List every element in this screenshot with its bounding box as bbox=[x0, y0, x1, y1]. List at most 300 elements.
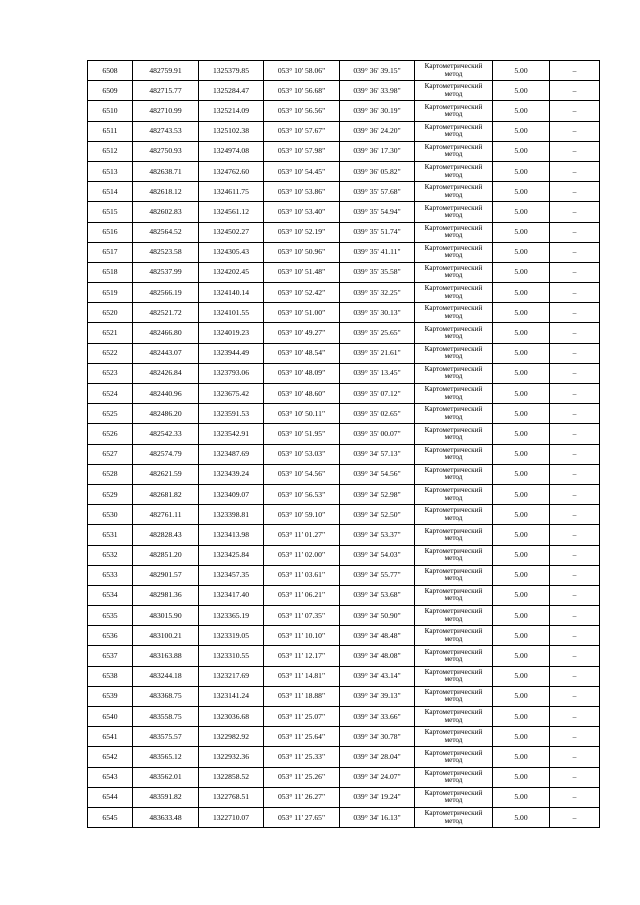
latitude-cell: 053° 10' 53.03" bbox=[264, 444, 340, 464]
latitude-cell: 053° 10' 59.10" bbox=[264, 505, 340, 525]
latitude-cell: 053° 10' 50.96" bbox=[264, 242, 340, 262]
dash-cell: – bbox=[550, 505, 600, 525]
method-cell: Картометрический метод bbox=[415, 707, 493, 727]
coord-x-cell: 482901.57 bbox=[133, 565, 199, 585]
coord-x-cell: 483244.18 bbox=[133, 666, 199, 686]
coord-x-cell: 483562.01 bbox=[133, 767, 199, 787]
longitude-cell: 039° 35' 32.25" bbox=[340, 283, 415, 303]
method-cell: Картометрический метод bbox=[415, 303, 493, 323]
latitude-cell: 053° 11' 01.27" bbox=[264, 525, 340, 545]
longitude-cell: 039° 34' 50.90" bbox=[340, 606, 415, 626]
latitude-cell: 053° 11' 26.27" bbox=[264, 787, 340, 807]
longitude-cell: 039° 34' 43.14" bbox=[340, 666, 415, 686]
accuracy-cell: 5.00 bbox=[493, 484, 550, 504]
table-row bbox=[88, 81, 600, 101]
latitude-cell: 053° 10' 48.60" bbox=[264, 384, 340, 404]
accuracy-cell: 5.00 bbox=[493, 141, 550, 161]
coord-x-cell: 482443.07 bbox=[133, 343, 199, 363]
table-row bbox=[88, 424, 600, 444]
table-row bbox=[88, 262, 600, 282]
coord-y-cell: 1323217.69 bbox=[199, 666, 264, 686]
dash-cell: – bbox=[550, 424, 600, 444]
latitude-cell: 053° 10' 52.42" bbox=[264, 283, 340, 303]
coord-x-cell: 482537.99 bbox=[133, 262, 199, 282]
method-cell: Картометрический метод bbox=[415, 767, 493, 787]
table-row bbox=[88, 121, 600, 141]
dash-cell: – bbox=[550, 666, 600, 686]
coord-x-cell: 483368.75 bbox=[133, 686, 199, 706]
dash-cell: – bbox=[550, 646, 600, 666]
table-row bbox=[88, 727, 600, 747]
table-row bbox=[88, 484, 600, 504]
coord-y-cell: 1323141.24 bbox=[199, 686, 264, 706]
coord-y-cell: 1324762.60 bbox=[199, 161, 264, 181]
coord-y-cell: 1323457.35 bbox=[199, 565, 264, 585]
coord-y-cell: 1324101.55 bbox=[199, 303, 264, 323]
dash-cell: – bbox=[550, 484, 600, 504]
table-row bbox=[88, 161, 600, 181]
coord-y-cell: 1322768.51 bbox=[199, 787, 264, 807]
latitude-cell: 053° 11' 02.00" bbox=[264, 545, 340, 565]
accuracy-cell: 5.00 bbox=[493, 565, 550, 585]
method-cell: Картометрический метод bbox=[415, 343, 493, 363]
dash-cell: – bbox=[550, 606, 600, 626]
coord-y-cell: 1323417.40 bbox=[199, 585, 264, 605]
method-cell: Картометрический метод bbox=[415, 545, 493, 565]
accuracy-cell: 5.00 bbox=[493, 121, 550, 141]
coord-x-cell: 482759.91 bbox=[133, 61, 199, 81]
coordinates-table-body bbox=[88, 61, 600, 828]
coord-y-cell: 1323425.84 bbox=[199, 545, 264, 565]
coord-x-cell: 482602.83 bbox=[133, 202, 199, 222]
coord-x-cell: 482851.20 bbox=[133, 545, 199, 565]
accuracy-cell: 5.00 bbox=[493, 323, 550, 343]
coord-x-cell: 483558.75 bbox=[133, 707, 199, 727]
method-cell: Картометрический метод bbox=[415, 242, 493, 262]
latitude-cell: 053° 11' 25.26" bbox=[264, 767, 340, 787]
latitude-cell: 053° 11' 18.88" bbox=[264, 686, 340, 706]
coord-x-cell: 482621.59 bbox=[133, 464, 199, 484]
coord-x-cell: 483633.48 bbox=[133, 807, 199, 827]
longitude-cell: 039° 34' 53.37" bbox=[340, 525, 415, 545]
longitude-cell: 039° 35' 13.45" bbox=[340, 363, 415, 383]
latitude-cell: 053° 11' 25.33" bbox=[264, 747, 340, 767]
coord-y-cell: 1323365.19 bbox=[199, 606, 264, 626]
longitude-cell: 039° 34' 48.08" bbox=[340, 646, 415, 666]
latitude-cell: 053° 10' 53.40" bbox=[264, 202, 340, 222]
point-number-cell: 6530 bbox=[88, 505, 133, 525]
dash-cell: – bbox=[550, 807, 600, 827]
table-row bbox=[88, 505, 600, 525]
dash-cell: – bbox=[550, 222, 600, 242]
longitude-cell: 039° 34' 24.07" bbox=[340, 767, 415, 787]
latitude-cell: 053° 11' 10.10" bbox=[264, 626, 340, 646]
point-number-cell: 6521 bbox=[88, 323, 133, 343]
dash-cell: – bbox=[550, 343, 600, 363]
longitude-cell: 039° 35' 00.07" bbox=[340, 424, 415, 444]
latitude-cell: 053° 11' 14.81" bbox=[264, 666, 340, 686]
longitude-cell: 039° 34' 54.56" bbox=[340, 464, 415, 484]
dash-cell: – bbox=[550, 182, 600, 202]
longitude-cell: 039° 34' 30.78" bbox=[340, 727, 415, 747]
method-cell: Картометрический метод bbox=[415, 585, 493, 605]
table-row bbox=[88, 626, 600, 646]
longitude-cell: 039° 34' 54.03" bbox=[340, 545, 415, 565]
coord-y-cell: 1323036.68 bbox=[199, 707, 264, 727]
accuracy-cell: 5.00 bbox=[493, 343, 550, 363]
dash-cell: – bbox=[550, 161, 600, 181]
accuracy-cell: 5.00 bbox=[493, 585, 550, 605]
longitude-cell: 039° 34' 57.13" bbox=[340, 444, 415, 464]
latitude-cell: 053° 10' 48.54" bbox=[264, 343, 340, 363]
longitude-cell: 039° 34' 28.04" bbox=[340, 747, 415, 767]
coord-y-cell: 1322710.07 bbox=[199, 807, 264, 827]
point-number-cell: 6535 bbox=[88, 606, 133, 626]
coord-x-cell: 483591.82 bbox=[133, 787, 199, 807]
method-cell: Картометрический метод bbox=[415, 182, 493, 202]
longitude-cell: 039° 34' 48.48" bbox=[340, 626, 415, 646]
table-row bbox=[88, 343, 600, 363]
coord-x-cell: 482440.96 bbox=[133, 384, 199, 404]
coord-y-cell: 1325214.09 bbox=[199, 101, 264, 121]
longitude-cell: 039° 34' 16.13" bbox=[340, 807, 415, 827]
latitude-cell: 053° 10' 52.19" bbox=[264, 222, 340, 242]
coord-y-cell: 1323310.55 bbox=[199, 646, 264, 666]
table-row bbox=[88, 686, 600, 706]
dash-cell: – bbox=[550, 262, 600, 282]
point-number-cell: 6537 bbox=[88, 646, 133, 666]
longitude-cell: 039° 36' 17.30" bbox=[340, 141, 415, 161]
dash-cell: – bbox=[550, 626, 600, 646]
method-cell: Картометрический метод bbox=[415, 121, 493, 141]
point-number-cell: 6510 bbox=[88, 101, 133, 121]
coord-x-cell: 483015.90 bbox=[133, 606, 199, 626]
dash-cell: – bbox=[550, 444, 600, 464]
accuracy-cell: 5.00 bbox=[493, 686, 550, 706]
accuracy-cell: 5.00 bbox=[493, 747, 550, 767]
dash-cell: – bbox=[550, 242, 600, 262]
coord-y-cell: 1324611.75 bbox=[199, 182, 264, 202]
method-cell: Картометрический метод bbox=[415, 646, 493, 666]
table-row bbox=[88, 606, 600, 626]
latitude-cell: 053° 10' 54.45" bbox=[264, 161, 340, 181]
table-row bbox=[88, 61, 600, 81]
latitude-cell: 053° 11' 03.61" bbox=[264, 565, 340, 585]
point-number-cell: 6542 bbox=[88, 747, 133, 767]
coord-y-cell: 1325284.47 bbox=[199, 81, 264, 101]
latitude-cell: 053° 10' 56.56" bbox=[264, 101, 340, 121]
table-row bbox=[88, 242, 600, 262]
table-row bbox=[88, 182, 600, 202]
point-number-cell: 6534 bbox=[88, 585, 133, 605]
latitude-cell: 053° 10' 51.00" bbox=[264, 303, 340, 323]
table-row bbox=[88, 363, 600, 383]
dash-cell: – bbox=[550, 404, 600, 424]
method-cell: Картометрический метод bbox=[415, 101, 493, 121]
coord-y-cell: 1323591.53 bbox=[199, 404, 264, 424]
longitude-cell: 039° 35' 57.68" bbox=[340, 182, 415, 202]
coord-x-cell: 482710.99 bbox=[133, 101, 199, 121]
dash-cell: – bbox=[550, 565, 600, 585]
point-number-cell: 6536 bbox=[88, 626, 133, 646]
dash-cell: – bbox=[550, 787, 600, 807]
coord-y-cell: 1324305.43 bbox=[199, 242, 264, 262]
dash-cell: – bbox=[550, 101, 600, 121]
dash-cell: – bbox=[550, 545, 600, 565]
method-cell: Картометрический метод bbox=[415, 606, 493, 626]
point-number-cell: 6512 bbox=[88, 141, 133, 161]
coordinates-table bbox=[87, 60, 600, 828]
accuracy-cell: 5.00 bbox=[493, 404, 550, 424]
point-number-cell: 6531 bbox=[88, 525, 133, 545]
point-number-cell: 6543 bbox=[88, 767, 133, 787]
point-number-cell: 6527 bbox=[88, 444, 133, 464]
dash-cell: – bbox=[550, 384, 600, 404]
longitude-cell: 039° 35' 21.61" bbox=[340, 343, 415, 363]
latitude-cell: 053° 10' 50.11" bbox=[264, 404, 340, 424]
dash-cell: – bbox=[550, 283, 600, 303]
table-row bbox=[88, 384, 600, 404]
point-number-cell: 6508 bbox=[88, 61, 133, 81]
dash-cell: – bbox=[550, 707, 600, 727]
longitude-cell: 039° 35' 25.65" bbox=[340, 323, 415, 343]
coord-x-cell: 482566.19 bbox=[133, 283, 199, 303]
table-row bbox=[88, 283, 600, 303]
point-number-cell: 6522 bbox=[88, 343, 133, 363]
point-number-cell: 6526 bbox=[88, 424, 133, 444]
table-row bbox=[88, 464, 600, 484]
method-cell: Картометрический метод bbox=[415, 363, 493, 383]
point-number-cell: 6532 bbox=[88, 545, 133, 565]
accuracy-cell: 5.00 bbox=[493, 202, 550, 222]
coord-x-cell: 482486.20 bbox=[133, 404, 199, 424]
method-cell: Картометрический метод bbox=[415, 262, 493, 282]
accuracy-cell: 5.00 bbox=[493, 424, 550, 444]
table-row bbox=[88, 525, 600, 545]
method-cell: Картометрический метод bbox=[415, 525, 493, 545]
point-number-cell: 6520 bbox=[88, 303, 133, 323]
longitude-cell: 039° 36' 24.20" bbox=[340, 121, 415, 141]
latitude-cell: 053° 11' 27.65" bbox=[264, 807, 340, 827]
latitude-cell: 053° 10' 54.56" bbox=[264, 464, 340, 484]
method-cell: Картометрический метод bbox=[415, 444, 493, 464]
coord-y-cell: 1323398.81 bbox=[199, 505, 264, 525]
method-cell: Картометрический метод bbox=[415, 464, 493, 484]
point-number-cell: 6509 bbox=[88, 81, 133, 101]
point-number-cell: 6538 bbox=[88, 666, 133, 686]
method-cell: Картометрический метод bbox=[415, 565, 493, 585]
coord-x-cell: 483163.88 bbox=[133, 646, 199, 666]
coord-y-cell: 1323675.42 bbox=[199, 384, 264, 404]
longitude-cell: 039° 34' 52.98" bbox=[340, 484, 415, 504]
latitude-cell: 053° 10' 57.67" bbox=[264, 121, 340, 141]
coord-y-cell: 1324019.23 bbox=[199, 323, 264, 343]
point-number-cell: 6514 bbox=[88, 182, 133, 202]
coord-y-cell: 1323319.05 bbox=[199, 626, 264, 646]
coord-y-cell: 1325102.38 bbox=[199, 121, 264, 141]
coord-y-cell: 1322932.36 bbox=[199, 747, 264, 767]
accuracy-cell: 5.00 bbox=[493, 505, 550, 525]
dash-cell: – bbox=[550, 767, 600, 787]
table-row bbox=[88, 323, 600, 343]
longitude-cell: 039° 35' 35.58" bbox=[340, 262, 415, 282]
coord-x-cell: 482761.11 bbox=[133, 505, 199, 525]
point-number-cell: 6533 bbox=[88, 565, 133, 585]
latitude-cell: 053° 10' 53.86" bbox=[264, 182, 340, 202]
dash-cell: – bbox=[550, 81, 600, 101]
coord-y-cell: 1325379.85 bbox=[199, 61, 264, 81]
longitude-cell: 039° 35' 07.12" bbox=[340, 384, 415, 404]
longitude-cell: 039° 36' 33.98" bbox=[340, 81, 415, 101]
longitude-cell: 039° 34' 39.13" bbox=[340, 686, 415, 706]
accuracy-cell: 5.00 bbox=[493, 464, 550, 484]
coord-x-cell: 482618.12 bbox=[133, 182, 199, 202]
method-cell: Картометрический метод bbox=[415, 61, 493, 81]
point-number-cell: 6518 bbox=[88, 262, 133, 282]
point-number-cell: 6525 bbox=[88, 404, 133, 424]
method-cell: Картометрический метод bbox=[415, 161, 493, 181]
coord-x-cell: 482426.84 bbox=[133, 363, 199, 383]
accuracy-cell: 5.00 bbox=[493, 727, 550, 747]
latitude-cell: 053° 11' 25.64" bbox=[264, 727, 340, 747]
table-row bbox=[88, 585, 600, 605]
method-cell: Картометрический метод bbox=[415, 202, 493, 222]
accuracy-cell: 5.00 bbox=[493, 182, 550, 202]
point-number-cell: 6541 bbox=[88, 727, 133, 747]
table-row bbox=[88, 303, 600, 323]
point-number-cell: 6519 bbox=[88, 283, 133, 303]
method-cell: Картометрический метод bbox=[415, 384, 493, 404]
table-row bbox=[88, 202, 600, 222]
table-row bbox=[88, 404, 600, 424]
method-cell: Картометрический метод bbox=[415, 807, 493, 827]
method-cell: Картометрический метод bbox=[415, 81, 493, 101]
point-number-cell: 6529 bbox=[88, 484, 133, 504]
accuracy-cell: 5.00 bbox=[493, 525, 550, 545]
table-row bbox=[88, 787, 600, 807]
longitude-cell: 039° 35' 30.13" bbox=[340, 303, 415, 323]
point-number-cell: 6511 bbox=[88, 121, 133, 141]
accuracy-cell: 5.00 bbox=[493, 646, 550, 666]
longitude-cell: 039° 34' 19.24" bbox=[340, 787, 415, 807]
accuracy-cell: 5.00 bbox=[493, 242, 550, 262]
dash-cell: – bbox=[550, 141, 600, 161]
point-number-cell: 6540 bbox=[88, 707, 133, 727]
dash-cell: – bbox=[550, 61, 600, 81]
coord-y-cell: 1324202.45 bbox=[199, 262, 264, 282]
longitude-cell: 039° 35' 54.94" bbox=[340, 202, 415, 222]
dash-cell: – bbox=[550, 727, 600, 747]
method-cell: Картометрический метод bbox=[415, 505, 493, 525]
accuracy-cell: 5.00 bbox=[493, 384, 550, 404]
latitude-cell: 053° 10' 48.09" bbox=[264, 363, 340, 383]
point-number-cell: 6513 bbox=[88, 161, 133, 181]
accuracy-cell: 5.00 bbox=[493, 767, 550, 787]
coord-x-cell: 482466.80 bbox=[133, 323, 199, 343]
dash-cell: – bbox=[550, 363, 600, 383]
longitude-cell: 039° 34' 53.68" bbox=[340, 585, 415, 605]
method-cell: Картометрический метод bbox=[415, 626, 493, 646]
longitude-cell: 039° 34' 33.66" bbox=[340, 707, 415, 727]
coord-y-cell: 1322858.52 bbox=[199, 767, 264, 787]
accuracy-cell: 5.00 bbox=[493, 303, 550, 323]
dash-cell: – bbox=[550, 464, 600, 484]
point-number-cell: 6524 bbox=[88, 384, 133, 404]
accuracy-cell: 5.00 bbox=[493, 262, 550, 282]
longitude-cell: 039° 35' 51.74" bbox=[340, 222, 415, 242]
table-row bbox=[88, 646, 600, 666]
accuracy-cell: 5.00 bbox=[493, 707, 550, 727]
coord-x-cell: 482542.33 bbox=[133, 424, 199, 444]
dash-cell: – bbox=[550, 585, 600, 605]
table-row bbox=[88, 565, 600, 585]
method-cell: Картометрический метод bbox=[415, 323, 493, 343]
coord-y-cell: 1323944.49 bbox=[199, 343, 264, 363]
latitude-cell: 053° 10' 51.95" bbox=[264, 424, 340, 444]
longitude-cell: 039° 34' 55.77" bbox=[340, 565, 415, 585]
table-row bbox=[88, 707, 600, 727]
coord-x-cell: 482828.43 bbox=[133, 525, 199, 545]
dash-cell: – bbox=[550, 525, 600, 545]
coord-x-cell: 482981.36 bbox=[133, 585, 199, 605]
dash-cell: – bbox=[550, 323, 600, 343]
table-row bbox=[88, 747, 600, 767]
longitude-cell: 039° 36' 30.19" bbox=[340, 101, 415, 121]
latitude-cell: 053° 10' 57.98" bbox=[264, 141, 340, 161]
coord-x-cell: 483100.21 bbox=[133, 626, 199, 646]
latitude-cell: 053° 10' 51.48" bbox=[264, 262, 340, 282]
table-row bbox=[88, 444, 600, 464]
dash-cell: – bbox=[550, 121, 600, 141]
latitude-cell: 053° 10' 56.53" bbox=[264, 484, 340, 504]
coord-x-cell: 482523.58 bbox=[133, 242, 199, 262]
latitude-cell: 053° 10' 58.06" bbox=[264, 61, 340, 81]
accuracy-cell: 5.00 bbox=[493, 787, 550, 807]
coord-x-cell: 483575.57 bbox=[133, 727, 199, 747]
table-row bbox=[88, 222, 600, 242]
longitude-cell: 039° 35' 41.11" bbox=[340, 242, 415, 262]
coord-y-cell: 1323542.91 bbox=[199, 424, 264, 444]
point-number-cell: 6545 bbox=[88, 807, 133, 827]
accuracy-cell: 5.00 bbox=[493, 545, 550, 565]
coord-y-cell: 1324140.14 bbox=[199, 283, 264, 303]
latitude-cell: 053° 11' 25.07" bbox=[264, 707, 340, 727]
coord-y-cell: 1323413.98 bbox=[199, 525, 264, 545]
method-cell: Картометрический метод bbox=[415, 727, 493, 747]
point-number-cell: 6515 bbox=[88, 202, 133, 222]
point-number-cell: 6523 bbox=[88, 363, 133, 383]
accuracy-cell: 5.00 bbox=[493, 61, 550, 81]
coord-x-cell: 483565.12 bbox=[133, 747, 199, 767]
latitude-cell: 053° 11' 12.17" bbox=[264, 646, 340, 666]
table-row bbox=[88, 807, 600, 827]
table-row bbox=[88, 545, 600, 565]
accuracy-cell: 5.00 bbox=[493, 626, 550, 646]
accuracy-cell: 5.00 bbox=[493, 444, 550, 464]
accuracy-cell: 5.00 bbox=[493, 363, 550, 383]
longitude-cell: 039° 36' 05.82" bbox=[340, 161, 415, 181]
accuracy-cell: 5.00 bbox=[493, 606, 550, 626]
coord-x-cell: 482743.53 bbox=[133, 121, 199, 141]
coord-x-cell: 482715.77 bbox=[133, 81, 199, 101]
accuracy-cell: 5.00 bbox=[493, 807, 550, 827]
coord-y-cell: 1323439.24 bbox=[199, 464, 264, 484]
latitude-cell: 053° 11' 07.35" bbox=[264, 606, 340, 626]
accuracy-cell: 5.00 bbox=[493, 101, 550, 121]
table-row bbox=[88, 101, 600, 121]
coord-x-cell: 482574.79 bbox=[133, 444, 199, 464]
method-cell: Картометрический метод bbox=[415, 787, 493, 807]
